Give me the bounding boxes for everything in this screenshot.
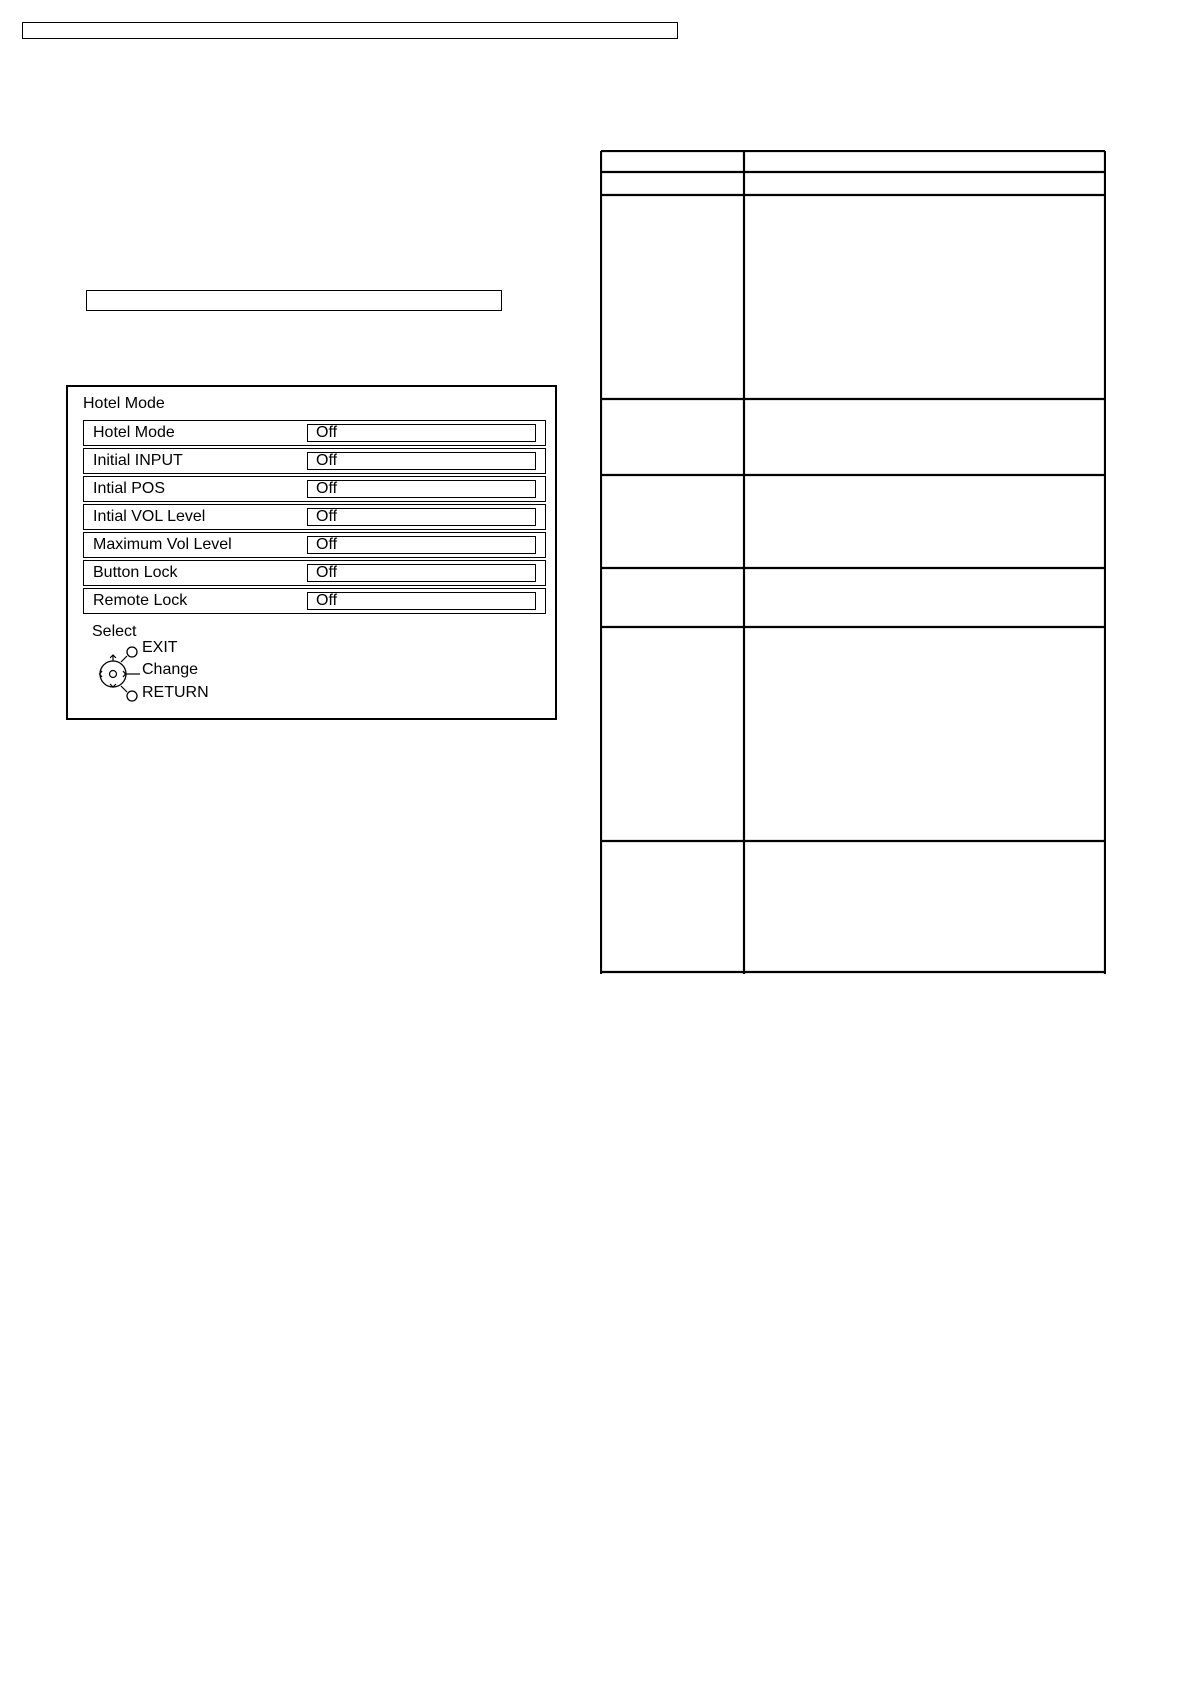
settings-description-table — [600, 150, 1106, 974]
row-label: Remote Lock — [93, 592, 188, 609]
row-label: Intial VOL Level — [93, 508, 206, 525]
row-label: Button Lock — [93, 564, 178, 581]
exit-label: EXIT — [142, 639, 178, 656]
row-value[interactable]: Off — [307, 508, 536, 526]
menu-row-initial-vol-level[interactable] — [83, 504, 546, 530]
row-value[interactable]: Off — [307, 424, 536, 442]
menu-row-initial-input[interactable] — [83, 448, 546, 474]
menu-row-hotel-mode[interactable] — [83, 420, 546, 446]
change-label: Change — [142, 661, 199, 678]
row-label: Hotel Mode — [93, 424, 175, 441]
row-label: Initial INPUT — [93, 452, 183, 469]
remote-dpad-icon — [96, 641, 142, 705]
navigation-legend — [96, 641, 246, 705]
row-label: Intial POS — [93, 480, 166, 497]
row-value[interactable]: Off — [307, 592, 536, 610]
hotel-mode-menu — [66, 385, 557, 720]
menu-row-maximum-vol-level[interactable] — [83, 532, 546, 558]
row-value[interactable]: Off — [307, 452, 536, 470]
section-title-box — [86, 290, 502, 311]
menu-row-button-lock[interactable] — [83, 560, 546, 586]
row-label: Maximum Vol Level — [93, 536, 232, 553]
row-value[interactable]: Off — [307, 480, 536, 498]
row-value[interactable]: Off — [307, 564, 536, 582]
select-hint: Select — [92, 623, 137, 640]
return-label: RETURN — [142, 684, 209, 701]
menu-row-initial-pos[interactable] — [83, 476, 546, 502]
page-header-box — [22, 22, 678, 39]
row-value[interactable]: Off — [307, 536, 536, 554]
menu-title: Hotel Mode — [83, 395, 165, 412]
menu-row-remote-lock[interactable] — [83, 588, 546, 614]
